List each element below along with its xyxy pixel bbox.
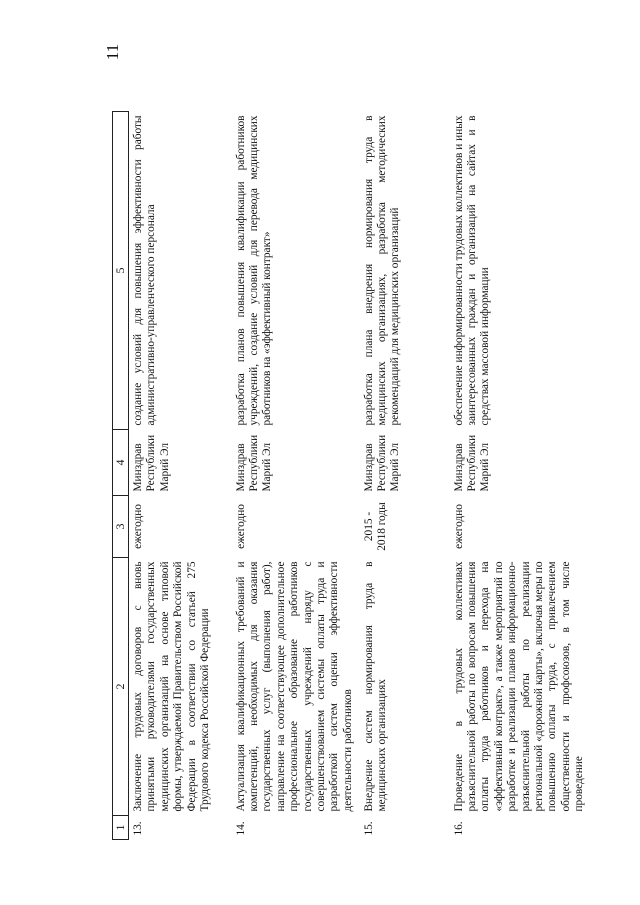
column-header-3: 3 [113, 496, 129, 558]
result-cell: разработка планов повышения квалификации работников учреждений, создание условий для перевода медицинских работников на «эффективный контракт» [234, 115, 274, 426]
page-number: 11 [103, 43, 122, 61]
term-cell: 2015 - 2018 годы [362, 502, 388, 551]
result-cell: обеспечение информированности трудовых коллективов и иных заинтересованных граждан и организаций на сайтах и в средствах массовой информации [452, 115, 492, 426]
column-header-5: 5 [113, 112, 129, 430]
row-number: 16. [452, 821, 465, 836]
term-cell: ежегодно [452, 504, 465, 549]
column-header-1: 1 [113, 816, 129, 840]
row-number: 14. [234, 821, 247, 836]
measure-text: Заключение трудовых договоров с вновь принятыми руководителями государственных медицинских организаций на основе типовой формы, утверждаемой Правительством Российской Федерации в соответствии со статьей 275 Трудового кодекса Российской Федерации [132, 561, 212, 812]
row-number: 15. [362, 821, 375, 836]
rotated-table-area [112, 112, 586, 840]
table-header-row [113, 112, 129, 840]
table-row [450, 112, 591, 840]
term-cell: ежегодно [234, 504, 247, 549]
term-cell: ежегодно [132, 504, 144, 549]
result-cell: разработка плана внедрения нормирования труда в медицинских организациях, разработка методических рекомендаций для медицинских организаций [362, 115, 402, 426]
column-header-2: 2 [113, 558, 129, 816]
measure-text: Внедрение систем нормирования труда в медицинских организациях [362, 561, 388, 812]
responsible-cell: Минздрав Республики Марий Эл [452, 434, 492, 492]
measure-text: Актуализация квалификационных требований и компетенций, необходимых для оказания государственных услуг (выполнения работ), направление на соответствующее дополнительное профессиональное образование работников государственных учреждений наряду с совершенствованием системы оплаты труда и разработкой систем оценки эффективности деятельности работников [234, 561, 354, 812]
table-row [360, 112, 450, 840]
result-cell: создание условий для повышения эффективности работы административно-управленческого персонала [132, 115, 158, 426]
measures-table [112, 111, 591, 840]
measure-text: Проведение в трудовых коллективах разъяснительной работы по вопросам повышения оплаты труда работников и перехода на «эффективный контракт», а также мероприятий по разработке и реализации планов информационно-разъяснительной работы по реализации региональной «дорожной карты», включая меры по повышению оплаты труда, с привлечением общественности и профсоюзов, в том числе проведение [452, 561, 586, 812]
responsible-cell: Минздрав Республики Марий Эл [362, 434, 402, 492]
table-row [232, 112, 360, 840]
table-row [129, 112, 232, 840]
column-header-4: 4 [113, 430, 129, 496]
responsible-cell: Минздрав Республики Марий Эл [132, 434, 171, 492]
responsible-cell: Минздрав Республики Марий Эл [234, 434, 274, 492]
row-number: 13. [132, 821, 144, 836]
